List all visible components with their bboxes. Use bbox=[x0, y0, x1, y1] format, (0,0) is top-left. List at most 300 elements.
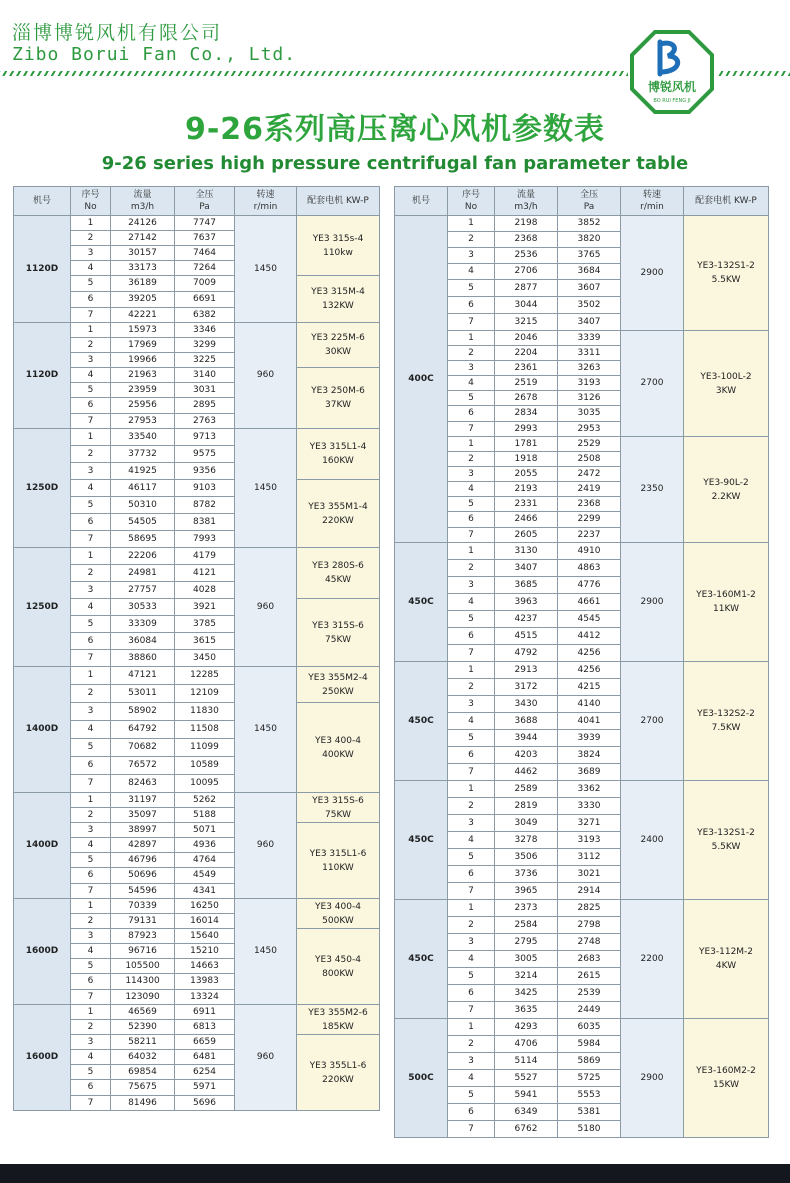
flow-value: 2361 bbox=[495, 361, 558, 376]
pressure-value: 3852 bbox=[558, 216, 621, 232]
flow-value: 3214 bbox=[495, 968, 558, 985]
row-no: 1 bbox=[448, 331, 495, 346]
pressure-value: 3193 bbox=[558, 376, 621, 391]
pressure-value: 10095 bbox=[175, 775, 235, 793]
header-no: 序号 No bbox=[71, 187, 111, 216]
table-row bbox=[14, 899, 380, 914]
flow-value: 50310 bbox=[111, 497, 175, 514]
row-no: 6 bbox=[71, 868, 111, 884]
pressure-value: 4256 bbox=[558, 662, 621, 679]
row-no: 3 bbox=[448, 577, 495, 594]
row-no: 7 bbox=[448, 764, 495, 781]
motor-line: YE3 315L1-4 bbox=[309, 442, 367, 452]
flow-value: 114300 bbox=[111, 974, 175, 990]
fan-model: 450C bbox=[395, 543, 448, 662]
table-row bbox=[395, 781, 769, 798]
pressure-value: 3126 bbox=[558, 391, 621, 406]
header-model: 机号 bbox=[395, 187, 448, 216]
flow-value: 64792 bbox=[111, 721, 175, 739]
row-no: 6 bbox=[448, 628, 495, 645]
motor-line: YE3 450-4 bbox=[315, 954, 361, 965]
flow-value: 35097 bbox=[111, 808, 175, 823]
motor-line: YE3-132S1-2 bbox=[697, 261, 755, 271]
row-no: 2 bbox=[448, 798, 495, 815]
row-no: 6 bbox=[71, 1080, 111, 1096]
speed-value: 2200 bbox=[621, 900, 684, 1019]
table-row bbox=[14, 216, 380, 231]
row-no: 3 bbox=[71, 246, 111, 261]
flow-value: 2605 bbox=[495, 528, 558, 543]
pressure-value: 9575 bbox=[175, 446, 235, 463]
fan-model: 450C bbox=[395, 781, 448, 900]
company-logo bbox=[630, 30, 714, 114]
motor-spec bbox=[684, 437, 769, 543]
pressure-value: 8381 bbox=[175, 514, 235, 531]
flow-value: 24126 bbox=[111, 216, 175, 231]
pressure-value: 4776 bbox=[558, 577, 621, 594]
row-no: 5 bbox=[448, 391, 495, 406]
flow-value: 1781 bbox=[495, 437, 558, 452]
header-model: 机号 bbox=[14, 187, 71, 216]
flow-value: 27757 bbox=[111, 582, 175, 599]
flow-value: 33540 bbox=[111, 429, 175, 446]
row-no: 2 bbox=[71, 914, 111, 929]
motor-spec bbox=[297, 276, 380, 323]
row-no: 1 bbox=[448, 437, 495, 452]
row-no: 2 bbox=[448, 1036, 495, 1053]
row-no: 5 bbox=[448, 968, 495, 985]
row-no: 3 bbox=[71, 703, 111, 721]
pressure-value: 3225 bbox=[175, 353, 235, 368]
flow-value: 3736 bbox=[495, 866, 558, 883]
row-no: 5 bbox=[71, 383, 111, 398]
flow-value: 19966 bbox=[111, 353, 175, 368]
speed-value: 2900 bbox=[621, 1019, 684, 1138]
pressure-value: 4041 bbox=[558, 713, 621, 730]
speed-value: 2700 bbox=[621, 331, 684, 437]
motor-spec bbox=[297, 1035, 380, 1111]
header-no: 序号 No bbox=[448, 187, 495, 216]
flow-value: 2993 bbox=[495, 422, 558, 437]
parameter-table-right bbox=[394, 186, 769, 1138]
row-no: 4 bbox=[71, 480, 111, 497]
pressure-value: 3193 bbox=[558, 832, 621, 849]
pressure-value: 3765 bbox=[558, 248, 621, 264]
fan-model: 1400D bbox=[14, 667, 71, 793]
row-no: 2 bbox=[71, 808, 111, 823]
pressure-value: 3271 bbox=[558, 815, 621, 832]
speed-value: 2400 bbox=[621, 781, 684, 900]
pressure-value: 6691 bbox=[175, 292, 235, 308]
flow-value: 58695 bbox=[111, 531, 175, 548]
row-no: 4 bbox=[71, 599, 111, 616]
row-no: 6 bbox=[448, 866, 495, 883]
pressure-value: 2237 bbox=[558, 528, 621, 543]
pressure-value: 3112 bbox=[558, 849, 621, 866]
flow-value: 3506 bbox=[495, 849, 558, 866]
pressure-value: 13324 bbox=[175, 990, 235, 1005]
flow-value: 42897 bbox=[111, 838, 175, 853]
pressure-value: 2895 bbox=[175, 398, 235, 414]
pressure-value: 2419 bbox=[558, 482, 621, 497]
fan-model: 1250D bbox=[14, 429, 71, 548]
motor-line: 110kw bbox=[323, 247, 353, 258]
flow-value: 81496 bbox=[111, 1096, 175, 1111]
motor-spec bbox=[684, 543, 769, 662]
row-no: 1 bbox=[71, 667, 111, 685]
pressure-value: 2449 bbox=[558, 1002, 621, 1019]
motor-spec bbox=[684, 900, 769, 1019]
speed-value: 1450 bbox=[235, 216, 297, 323]
fan-model: 1600D bbox=[14, 899, 71, 1005]
row-no: 2 bbox=[448, 452, 495, 467]
fan-model: 450C bbox=[395, 662, 448, 781]
flow-value: 79131 bbox=[111, 914, 175, 929]
flow-value: 23959 bbox=[111, 383, 175, 398]
motor-spec bbox=[684, 662, 769, 781]
speed-value: 2900 bbox=[621, 216, 684, 331]
row-no: 7 bbox=[71, 884, 111, 899]
pressure-value: 4341 bbox=[175, 884, 235, 899]
pressure-value: 3684 bbox=[558, 264, 621, 280]
motor-line: YE3 315L1-6 bbox=[309, 848, 367, 859]
page-title-cn: 9-26系列高压离心风机参数表 bbox=[184, 112, 606, 147]
pressure-value: 3031 bbox=[175, 383, 235, 398]
motor-line: YE3-112M-2 bbox=[698, 947, 754, 957]
pressure-value: 14663 bbox=[175, 959, 235, 974]
fan-model: 1600D bbox=[14, 1005, 71, 1111]
pressure-value: 3339 bbox=[558, 331, 621, 346]
row-no: 4 bbox=[448, 1070, 495, 1087]
pressure-value: 5071 bbox=[175, 823, 235, 838]
flow-value: 58902 bbox=[111, 703, 175, 721]
row-no: 6 bbox=[448, 297, 495, 314]
row-no: 1 bbox=[71, 548, 111, 565]
flow-value: 2519 bbox=[495, 376, 558, 391]
company-name-cn: 淄博博锐风机有限公司 bbox=[12, 22, 223, 44]
speed-value: 1450 bbox=[235, 429, 297, 548]
row-no: 1 bbox=[448, 1019, 495, 1036]
flow-value: 6762 bbox=[495, 1121, 558, 1138]
row-no: 4 bbox=[71, 1050, 111, 1065]
motor-spec bbox=[297, 1005, 380, 1035]
motor-line: 220KW bbox=[322, 1074, 354, 1085]
row-no: 2 bbox=[448, 232, 495, 248]
dashed-divider-right bbox=[718, 71, 790, 76]
motor-spec bbox=[297, 548, 380, 599]
fan-model: 500C bbox=[395, 1019, 448, 1138]
pressure-value: 6254 bbox=[175, 1065, 235, 1080]
row-no: 7 bbox=[448, 883, 495, 900]
motor-line: YE3 315M-4 bbox=[311, 287, 365, 297]
pressure-value: 6382 bbox=[175, 308, 235, 323]
flow-value: 37732 bbox=[111, 446, 175, 463]
flow-value: 2589 bbox=[495, 781, 558, 798]
motor-line: 110KW bbox=[322, 862, 354, 873]
pressure-value: 2508 bbox=[558, 452, 621, 467]
flow-value: 2819 bbox=[495, 798, 558, 815]
pressure-value: 5381 bbox=[558, 1104, 621, 1121]
row-no: 5 bbox=[448, 1087, 495, 1104]
row-no: 1 bbox=[71, 899, 111, 914]
row-no: 7 bbox=[71, 990, 111, 1005]
flow-value: 3044 bbox=[495, 297, 558, 314]
pressure-value: 3785 bbox=[175, 616, 235, 633]
flow-value: 3965 bbox=[495, 883, 558, 900]
pressure-value: 5262 bbox=[175, 793, 235, 808]
pressure-value: 2825 bbox=[558, 900, 621, 917]
row-no: 4 bbox=[448, 376, 495, 391]
row-no: 5 bbox=[71, 739, 111, 757]
motor-line: 75KW bbox=[325, 634, 351, 645]
motor-spec bbox=[297, 368, 380, 429]
row-no: 4 bbox=[71, 368, 111, 383]
motor-line: 45KW bbox=[325, 575, 351, 585]
pressure-value: 3607 bbox=[558, 280, 621, 297]
fan-model: 450C bbox=[395, 900, 448, 1019]
pressure-value: 7747 bbox=[175, 216, 235, 231]
pressure-value: 2798 bbox=[558, 917, 621, 934]
header-flow: 流量 m3/h bbox=[111, 187, 175, 216]
motor-line: 7.5KW bbox=[711, 723, 741, 733]
flow-value: 82463 bbox=[111, 775, 175, 793]
pressure-value: 9713 bbox=[175, 429, 235, 446]
flow-value: 3215 bbox=[495, 314, 558, 331]
motor-line: 30KW bbox=[325, 347, 351, 357]
flow-value: 2877 bbox=[495, 280, 558, 297]
flow-value: 31197 bbox=[111, 793, 175, 808]
flow-value: 47121 bbox=[111, 667, 175, 685]
table-row bbox=[395, 543, 769, 560]
row-no: 4 bbox=[448, 713, 495, 730]
motor-line: YE3 355M1-4 bbox=[308, 501, 368, 512]
flow-value: 36084 bbox=[111, 633, 175, 650]
pressure-value: 4936 bbox=[175, 838, 235, 853]
pressure-value: 3311 bbox=[558, 346, 621, 361]
pressure-value: 4412 bbox=[558, 628, 621, 645]
flow-value: 4515 bbox=[495, 628, 558, 645]
pressure-value: 3299 bbox=[175, 338, 235, 353]
pressure-value: 4545 bbox=[558, 611, 621, 628]
flow-value: 3049 bbox=[495, 815, 558, 832]
pressure-value: 3689 bbox=[558, 764, 621, 781]
row-no: 5 bbox=[448, 497, 495, 512]
row-no: 4 bbox=[71, 838, 111, 853]
logo-text-en: BO RUI FENG JI bbox=[653, 98, 691, 104]
motor-spec bbox=[297, 793, 380, 823]
pressure-value: 5984 bbox=[558, 1036, 621, 1053]
speed-value: 2700 bbox=[621, 662, 684, 781]
flow-value: 2368 bbox=[495, 232, 558, 248]
motor-line: 185KW bbox=[322, 1021, 354, 1032]
table-row bbox=[395, 900, 769, 917]
header-flow: 流量 m3/h bbox=[495, 187, 558, 216]
flow-value: 21963 bbox=[111, 368, 175, 383]
row-no: 3 bbox=[71, 582, 111, 599]
row-no: 6 bbox=[71, 633, 111, 650]
row-no: 1 bbox=[71, 323, 111, 338]
row-no: 4 bbox=[448, 594, 495, 611]
pressure-value: 4215 bbox=[558, 679, 621, 696]
pressure-value: 16014 bbox=[175, 914, 235, 929]
motor-line: 3KW bbox=[715, 385, 737, 396]
flow-value: 2198 bbox=[495, 216, 558, 232]
pressure-value: 5696 bbox=[175, 1096, 235, 1111]
row-no: 6 bbox=[448, 406, 495, 422]
flow-value: 2834 bbox=[495, 406, 558, 422]
flow-value: 30157 bbox=[111, 246, 175, 261]
row-no: 7 bbox=[71, 531, 111, 548]
row-no: 4 bbox=[448, 951, 495, 968]
row-no: 6 bbox=[71, 398, 111, 414]
flow-value: 2913 bbox=[495, 662, 558, 679]
motor-spec bbox=[297, 703, 380, 793]
row-no: 7 bbox=[71, 775, 111, 793]
row-no: 3 bbox=[448, 696, 495, 713]
row-no: 1 bbox=[448, 216, 495, 232]
table-row bbox=[14, 1005, 380, 1020]
row-no: 6 bbox=[71, 292, 111, 308]
dashed-divider-left bbox=[0, 71, 628, 76]
motor-line: YE3 355M2-6 bbox=[308, 1007, 368, 1018]
row-no: 7 bbox=[448, 1121, 495, 1138]
flow-value: 27953 bbox=[111, 414, 175, 429]
pressure-value: 6911 bbox=[175, 1005, 235, 1020]
header-motor: 配套电机 KW-P bbox=[297, 187, 380, 216]
motor-spec bbox=[297, 323, 380, 368]
motor-line: YE3-132S2-2 bbox=[697, 709, 755, 719]
motor-spec bbox=[297, 216, 380, 276]
pressure-value: 2539 bbox=[558, 985, 621, 1002]
row-no: 7 bbox=[71, 308, 111, 323]
pressure-value: 9356 bbox=[175, 463, 235, 480]
pressure-value: 4140 bbox=[558, 696, 621, 713]
flow-value: 3005 bbox=[495, 951, 558, 968]
motor-spec bbox=[684, 781, 769, 900]
pressure-value: 16250 bbox=[175, 899, 235, 914]
table-row bbox=[395, 331, 769, 346]
flow-value: 4792 bbox=[495, 645, 558, 662]
flow-value: 2331 bbox=[495, 497, 558, 512]
pressure-value: 2748 bbox=[558, 934, 621, 951]
flow-value: 2584 bbox=[495, 917, 558, 934]
pressure-value: 5971 bbox=[175, 1080, 235, 1096]
row-no: 4 bbox=[448, 832, 495, 849]
row-no: 2 bbox=[71, 565, 111, 582]
row-no: 6 bbox=[71, 974, 111, 990]
pressure-value: 7264 bbox=[175, 261, 235, 276]
pressure-value: 3921 bbox=[175, 599, 235, 616]
flow-value: 3685 bbox=[495, 577, 558, 594]
row-no: 4 bbox=[448, 264, 495, 280]
flow-value: 58211 bbox=[111, 1035, 175, 1050]
flow-value: 2678 bbox=[495, 391, 558, 406]
motor-line: YE3 400-4 bbox=[315, 735, 361, 746]
company-name-en: Zibo Borui Fan Co., Ltd. bbox=[12, 44, 297, 65]
row-no: 7 bbox=[71, 1096, 111, 1111]
pressure-value: 4910 bbox=[558, 543, 621, 560]
header-motor: 配套电机 KW-P bbox=[684, 187, 769, 216]
row-no: 7 bbox=[448, 1002, 495, 1019]
flow-value: 46796 bbox=[111, 853, 175, 868]
flow-value: 36189 bbox=[111, 276, 175, 292]
pressure-value: 3502 bbox=[558, 297, 621, 314]
pressure-value: 4764 bbox=[175, 853, 235, 868]
pressure-value: 5725 bbox=[558, 1070, 621, 1087]
pressure-value: 12285 bbox=[175, 667, 235, 685]
row-no: 2 bbox=[71, 338, 111, 353]
footer-bar bbox=[0, 1164, 790, 1183]
motor-spec bbox=[297, 899, 380, 929]
table-row bbox=[14, 793, 380, 808]
flow-value: 38997 bbox=[111, 823, 175, 838]
row-no: 2 bbox=[71, 231, 111, 246]
row-no: 2 bbox=[448, 679, 495, 696]
row-no: 1 bbox=[448, 781, 495, 798]
flow-value: 123090 bbox=[111, 990, 175, 1005]
row-no: 4 bbox=[71, 261, 111, 276]
flow-value: 22206 bbox=[111, 548, 175, 565]
flow-value: 96716 bbox=[111, 944, 175, 959]
row-no: 3 bbox=[71, 823, 111, 838]
row-no: 1 bbox=[448, 543, 495, 560]
flow-value: 2193 bbox=[495, 482, 558, 497]
pressure-value: 2615 bbox=[558, 968, 621, 985]
motor-spec bbox=[684, 216, 769, 331]
header-pressure: 全压 Pa bbox=[558, 187, 621, 216]
row-no: 5 bbox=[448, 611, 495, 628]
motor-line: 220KW bbox=[322, 515, 354, 526]
motor-line: YE3 225M-6 bbox=[311, 333, 365, 343]
pressure-value: 3362 bbox=[558, 781, 621, 798]
row-no: 6 bbox=[71, 514, 111, 531]
row-no: 3 bbox=[448, 1053, 495, 1070]
fan-model: 1250D bbox=[14, 548, 71, 667]
flow-value: 50696 bbox=[111, 868, 175, 884]
pressure-value: 11508 bbox=[175, 721, 235, 739]
pressure-value: 5180 bbox=[558, 1121, 621, 1138]
row-no: 5 bbox=[71, 1065, 111, 1080]
flow-value: 70682 bbox=[111, 739, 175, 757]
table-row bbox=[395, 216, 769, 232]
row-no: 3 bbox=[448, 467, 495, 482]
flow-value: 46117 bbox=[111, 480, 175, 497]
row-no: 6 bbox=[448, 512, 495, 528]
motor-line: YE3 400-4 bbox=[315, 901, 361, 912]
pressure-value: 7009 bbox=[175, 276, 235, 292]
pressure-value: 2529 bbox=[558, 437, 621, 452]
motor-line: YE3 250M-6 bbox=[311, 386, 365, 396]
pressure-value: 3407 bbox=[558, 314, 621, 331]
flow-value: 87923 bbox=[111, 929, 175, 944]
flow-value: 3172 bbox=[495, 679, 558, 696]
flow-value: 42221 bbox=[111, 308, 175, 323]
pressure-value: 4179 bbox=[175, 548, 235, 565]
flow-value: 4462 bbox=[495, 764, 558, 781]
motor-spec bbox=[297, 929, 380, 1005]
row-no: 2 bbox=[71, 1020, 111, 1035]
pressure-value: 4256 bbox=[558, 645, 621, 662]
pressure-value: 3346 bbox=[175, 323, 235, 338]
flow-value: 5941 bbox=[495, 1087, 558, 1104]
flow-value: 2373 bbox=[495, 900, 558, 917]
pressure-value: 2472 bbox=[558, 467, 621, 482]
motor-line: 37KW bbox=[325, 400, 351, 410]
speed-value: 960 bbox=[235, 1005, 297, 1111]
flow-value: 38860 bbox=[111, 650, 175, 667]
row-no: 3 bbox=[71, 353, 111, 368]
flow-value: 3688 bbox=[495, 713, 558, 730]
